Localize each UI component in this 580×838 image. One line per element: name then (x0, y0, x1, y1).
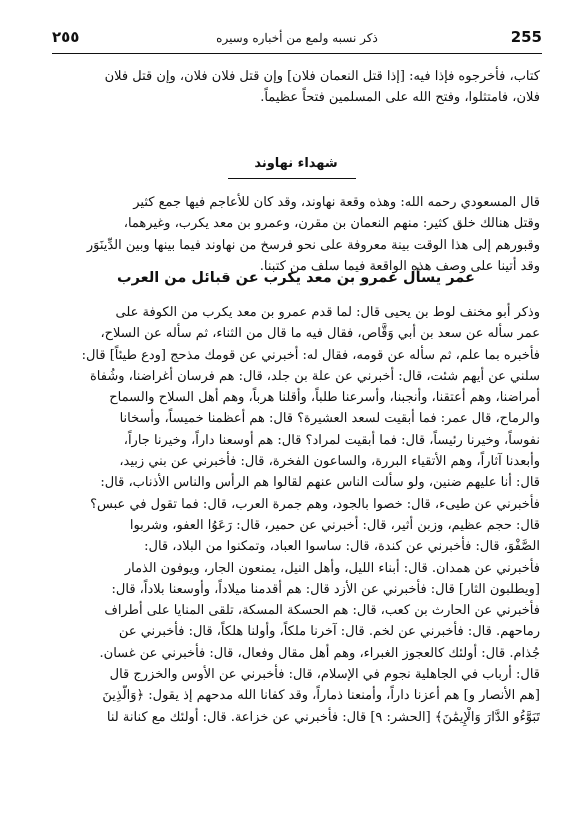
paragraph-abu-mikhnaf (52, 302, 540, 728)
text-line: فأخبره بما علم، ثم سأله عن قومه، فقال له: أخبرني عن قومك مذحج [ودع طيئاً] قال: (81, 347, 540, 363)
text-line: وأبعدنا آثاراً، وهم الأتقياء البررة، والساعون الفخرة، قال: فأخبرني عن بني زبيد، (119, 454, 540, 470)
section-heading-nahavand-martyrs: شهداء نهاوند (254, 156, 338, 171)
text-line: قال: حجم عظيم، وزبن أثير، قال: أخبرني عن حمير، قال: رَعَوُا العفو، وشربوا (129, 517, 540, 533)
text-line: وذكر أبو مخنف لوط بن يحيى قال: لما قدم عمرو بن معد يكرب من الكوفة على (115, 305, 540, 320)
text-line: الصَّفْوَ، قال: فأخبرني عن كندة، قال: ساسوا العباد، وتمكنوا من البلاد، قال: (144, 539, 540, 555)
heading-underline (228, 178, 356, 179)
text-line: وقبورهم إلى هذا الوقت بينة معروفة على نحو فرسخ من نهاوند فيما بينها وبين الدِّينَوَر (86, 237, 540, 253)
section-heading-umar-asks: عمر يسأل عمرو بن معد يكرب عن قبائل من العرب (117, 270, 475, 286)
text-line: قال المسعودي رحمه الله: وهذه وقعة نهاوند، وقد كان للأعاجم فيها جمع كثير (133, 195, 540, 210)
text-line: قال: أرباب في الجاهلية نجوم في الإسلام، قال: فأخبرني عن الأوس والخزرج قال (109, 667, 540, 683)
paragraph-continuation (52, 66, 540, 109)
text-line: جُذام. قال: أولئك كالعجوز الغبراء، وهم أهل مقال وفعال، قال: فأخبرني عن غسان. (99, 645, 540, 661)
text-line: أمراضنا، وهم أعتقنا، وأنجبنا، وأسرعنا طلباً، وأقلنا هرباً، وهم أهل السلاح والسماح (109, 390, 540, 406)
text-line: فأخبرني عن طيىء، قال: خصوا بالجود، وهم جمرة العرب، قال: فما تقول في عبس؟ (90, 496, 540, 512)
running-title: ذكر نسبه ولمع من أخباره وسيره (216, 31, 378, 45)
text-line: وقد أتينا على وصف هذه الواقعة فيما سلف من كتبنا. (259, 258, 540, 274)
page-header (52, 26, 542, 54)
text-line: قال: أنا عليهم ضنين، ولو سألت الناس عنهم لقالوا هم الرأس والناس الأذناب، قال: (100, 475, 540, 491)
text-line: والرماح، قال عمر: فما أبقيت لسعد العشيرة؟ قال: هم أعظمنا خميساً، وأسخانا (119, 411, 540, 427)
text-line: عمر سأله عن سعد بن أبي وَقَّاص، فقال فيه ما قال من الثناء، ثم سأله عن السلاح، (100, 326, 540, 342)
page-number-latin: 255 (510, 28, 542, 46)
text-line: [ويطلبون الثار] قال: فأخبرني عن الأزد قال: هم أقدمنا ميلاداً، وأوسعنا بلاداً، قال: (111, 581, 540, 597)
text-line: فأخبرني عن الحارث بن كعب، قال: هم الحسكة المسكة، تلقى المنايا على أطراف (104, 603, 540, 619)
page-number-arabic: ٢٥٥ (52, 28, 80, 46)
text-line: [هم الأنصار و] هم أعزنا داراً، وأمنعنا ذماراً، وقد كفانا الله مدحهم إذ يقول: ﴿وَالَّذِينَ (102, 688, 540, 704)
text-line: نفوساً، وخيرنا رئيساً، قال: فما أبقيت لمراد؟ قال: هم أوسعنا داراً، وخيرنا جاراً، (123, 432, 540, 448)
text-line: كتاب، فأخرجوه فإذا فيه: [إذا قتل النعمان فلان] وإن قتل فلان فلان، وإن قتل فلان (104, 69, 540, 84)
text-line: رماحهم. قال: فأخبرني عن لخم. قال: آخرنا ملكاً، وأولنا هلكاً، قال: فأخبرني عن (118, 624, 540, 640)
text-line: تَبَوَّءُو الدَّارَ وَالْإِيمَٰنَ﴾ [الحشر: ٩] قال: فأخبرني عن خزاعة. قال: أولئك مع كنانة لنا (106, 709, 540, 725)
text-line: فأخبرني عن همدان. قال: أبناء الليل، وأهل النيل، يمنعون الجار، ويوفون الذمار (124, 560, 540, 576)
header-divider (52, 53, 542, 54)
text-line: وقتل هنالك خلق كثير: منهم النعمان بن مقرن، وعمرو بن معد يكرب، وغيرهما، (123, 216, 540, 232)
text-line: فلان، فامتثلوا، وفتح الله على المسلمين فتحاً عظيماً. (260, 90, 540, 106)
paragraph-masudi (52, 192, 540, 277)
text-line: سلني عن أيهم شئت، قال: أخبرني عن علة بن جلد، قال: هم فرسان أغراضنا، وشُفاة (90, 368, 540, 384)
